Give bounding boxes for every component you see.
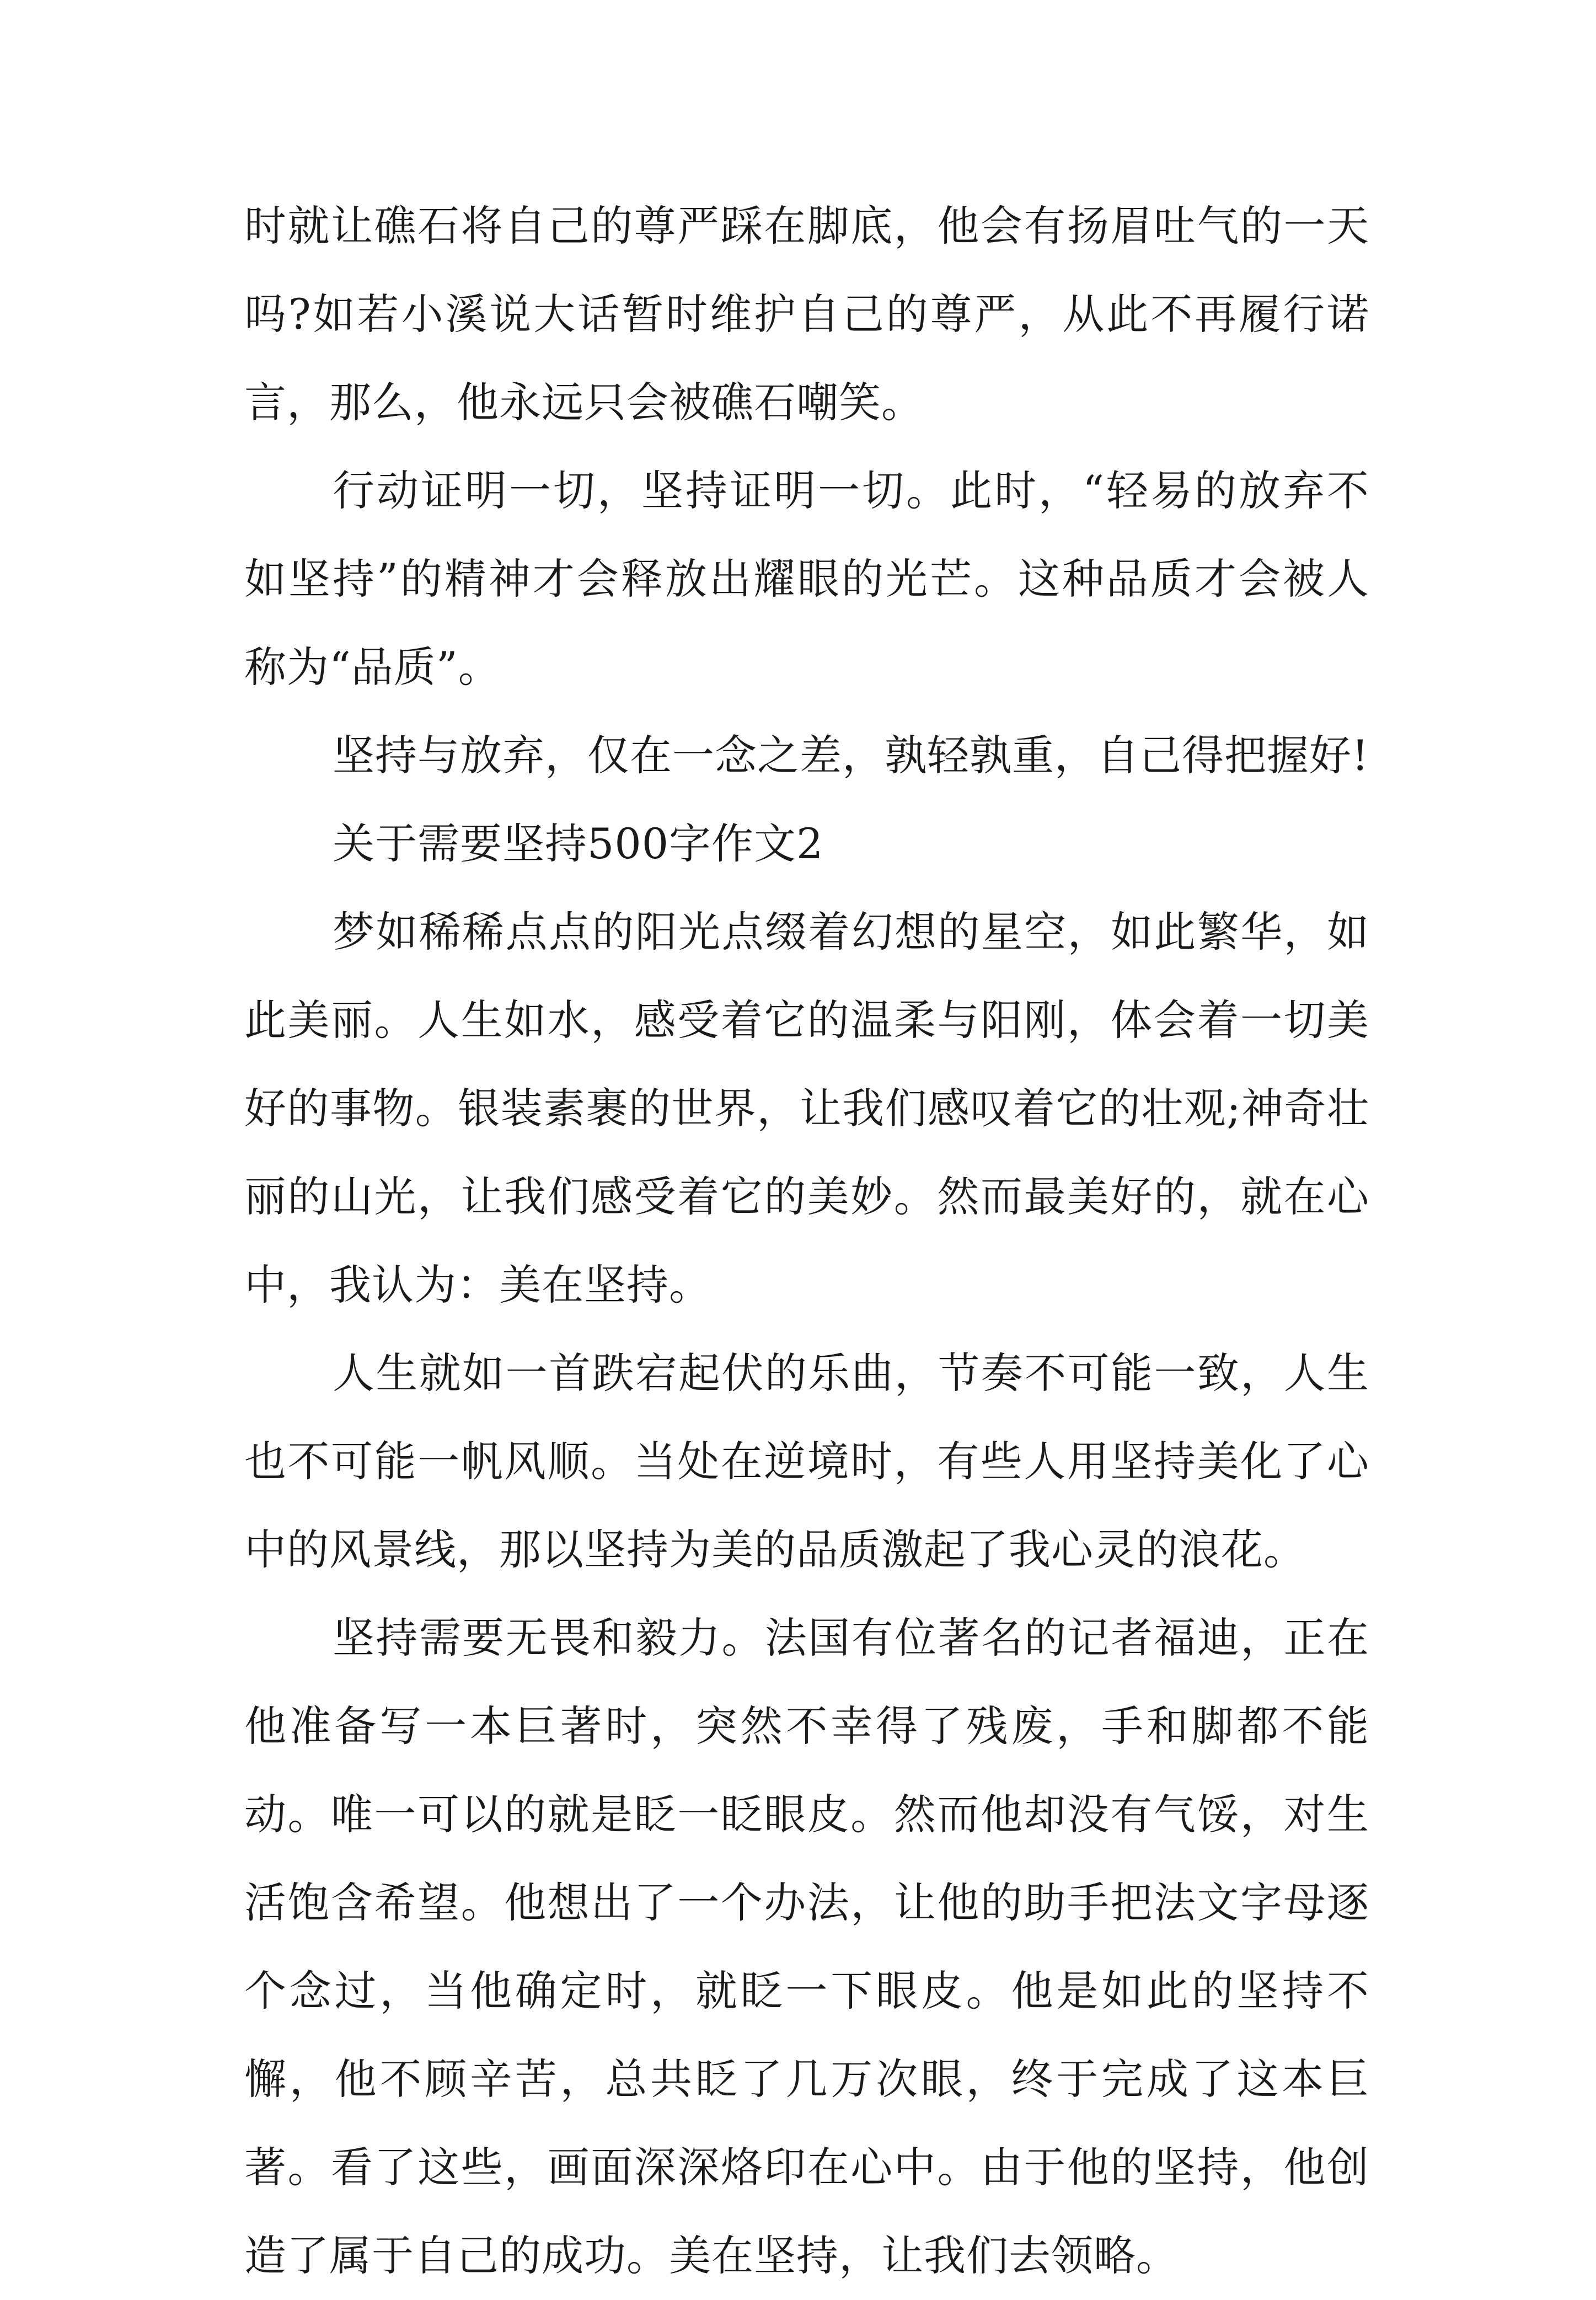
section-title: 关于需要坚持500字作文2 [333,819,824,868]
paragraph-fearless-perseverance: 坚持需要无畏和毅力。法国有位著名的记者福迪，正在他准备写一本巨著时，突然不幸得了残废，手和脚都不能动。唯一可以的就是眨一眨眼皮。然而他却没有气馁，对生活饱含希望。他想出了一个办法，让他的助手把法文字母逐个念过，当他确定时，就眨一下眼皮。他是如此的坚持不懈，他不顾辛苦，总共眨了几万次眼，终于完成了这本巨著。看了这些，画面深深烙印在心中。由于他的坚持，他创造了属于自己的成功。美在坚持，让我们去领略。 [244,1613,1369,2280]
paragraph-persist-or-quit: 坚持与放弃，仅在一念之差，孰轻孰重，自己得把握好! [333,731,1369,780]
paragraph-dream: 梦如稀稀点点的阳光点缀着幻想的星空，如此繁华，如此美丽。人生如水，感受着它的温柔与阳刚，体会着一切美好的事物。银装素裹的世界，让我们感叹着它的壮观;神奇壮丽的山光，让我们感受着它的美妙。然而最美好的，就在心中，我认为：美在坚持。 [244,907,1369,1309]
essay-body [244,182,1369,2300]
paragraph-life-melody: 人生就如一首跌宕起伏的乐曲，节奏不可能一致，人生也不可能一帆风顺。当处在逆境时，有些人用坚持美化了心中的风景线，那以坚持为美的品质激起了我心灵的浪花。 [244,1349,1369,1574]
paragraph-continuation: 时就让礁石将自己的尊严踩在脚底，他会有扬眉吐气的一天吗?如若小溪说大话暂时维护自己的尊严，从此不再履行诺言，那么，他永远只会被礁石嘲笑。 [244,201,1369,427]
paragraph-action-proves: 行动证明一切，坚持证明一切。此时，“轻易的放弃不如坚持”的精神才会释放出耀眼的光芒。这种品质才会被人称为“品质”。 [244,466,1369,692]
